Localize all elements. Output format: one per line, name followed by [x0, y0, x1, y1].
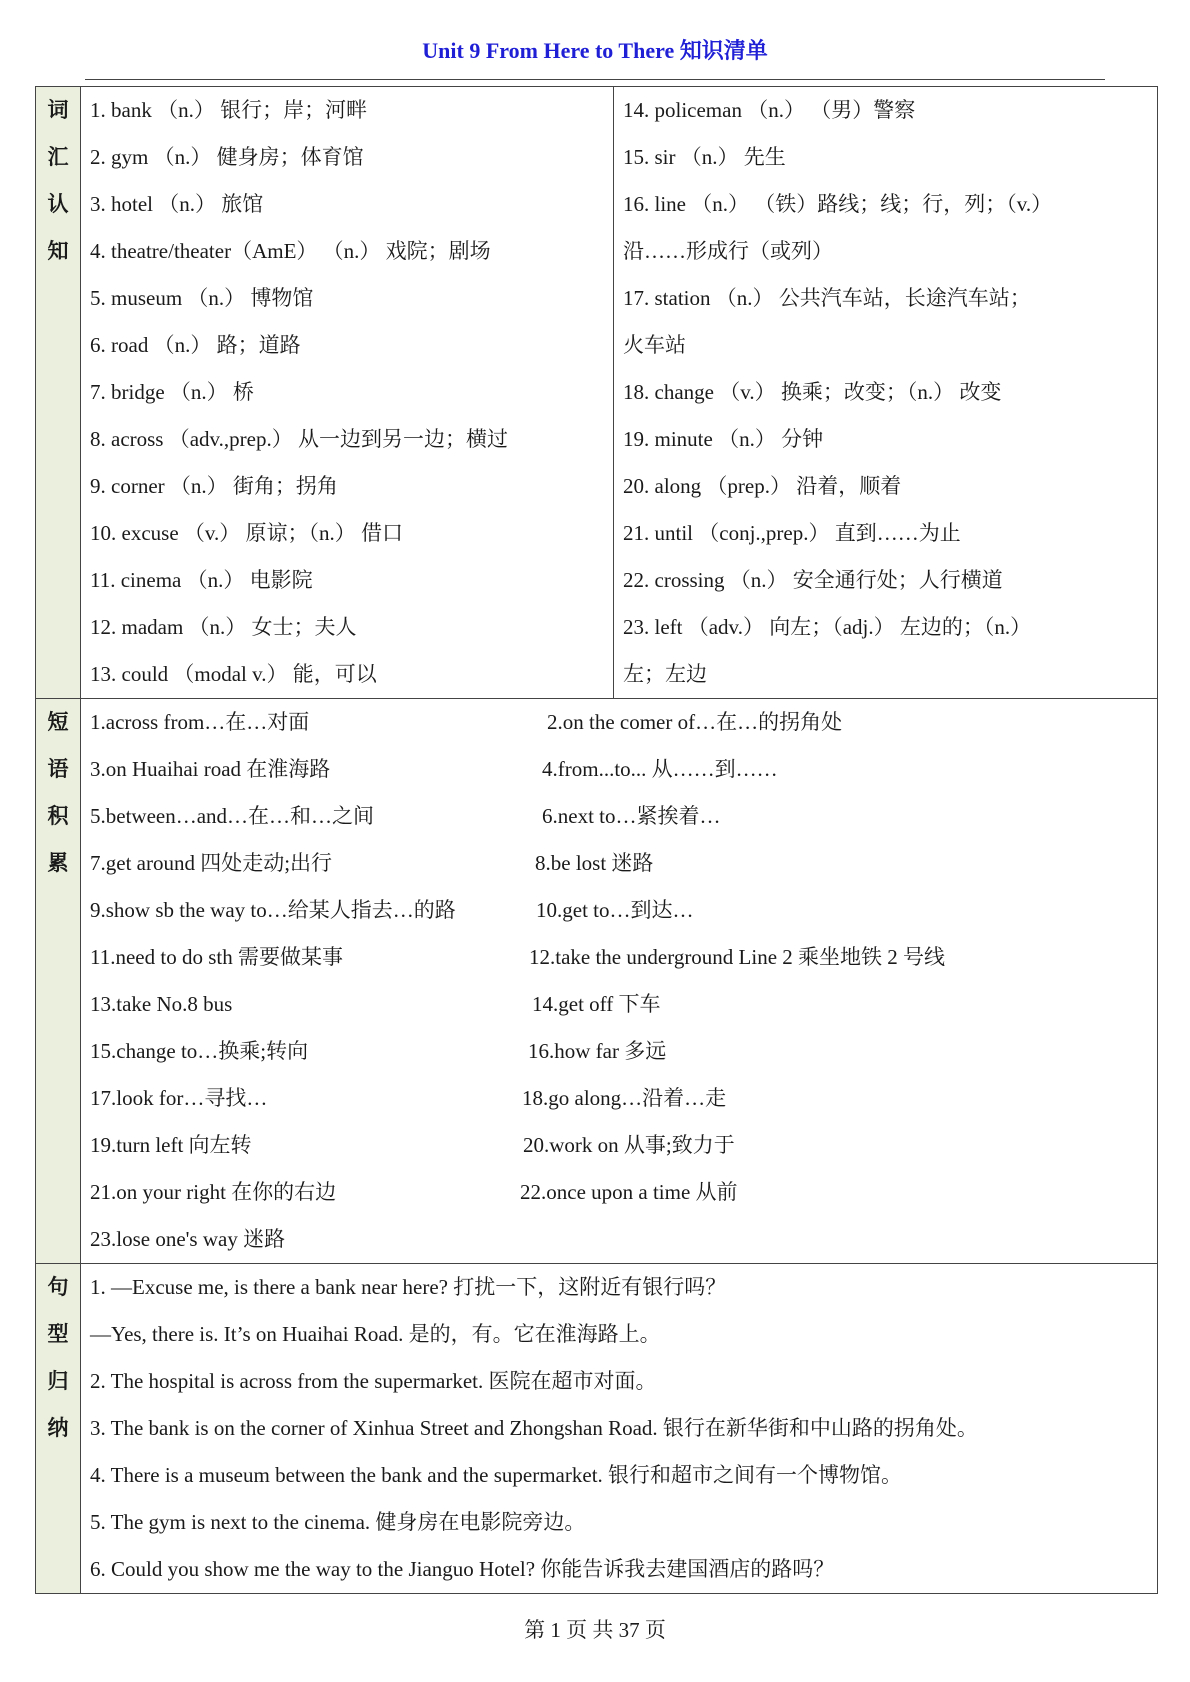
phrases-section: [36, 699, 1158, 1264]
page-title: Unit 9 From Here to There 知识清单: [422, 38, 768, 63]
phrase-row: [81, 699, 1157, 746]
sentences-content: [81, 1264, 1158, 1594]
vocab-item: 11. cinema （n.） 电影院: [90, 568, 313, 592]
phrase-item: 16.how far 多远: [528, 1039, 667, 1063]
phrase-item: 22.once upon a time 从前: [520, 1180, 738, 1204]
vocab-item: 6. road （n.） 路；道路: [90, 333, 301, 357]
vocab-item: 9. corner （n.） 街角；拐角: [90, 474, 338, 498]
phrase-row: [81, 1122, 1157, 1169]
phrase-item: 10.get to…到达…: [536, 898, 694, 922]
phrases-content: [81, 699, 1158, 1264]
vocab-item: 10. excuse （v.） 原谅；（n.） 借口: [90, 521, 404, 545]
phrase-item: 7.get around 四处走动;出行: [90, 851, 333, 875]
vocab-left-column: [81, 87, 614, 699]
vocab-item: 5. museum （n.） 博物馆: [90, 286, 314, 310]
phrase-item: 6.next to…紧挨着…: [542, 804, 721, 828]
knowledge-table: [35, 86, 1158, 1594]
vocab-item: 15. sir （n.） 先生: [623, 145, 786, 169]
phrase-item: 18.go along…沿着…走: [522, 1086, 727, 1110]
phrase-row: [81, 840, 1157, 887]
sentence-line: 1. —Excuse me, is there a bank near here? 打扰一下，这附近有银行吗？: [90, 1275, 727, 1299]
vocab-right-column: [614, 87, 1158, 699]
phrase-row: [81, 746, 1157, 793]
sentence-line: 5. The gym is next to the cinema. 健身房在电影院旁边。: [90, 1510, 586, 1534]
vocab-item: 8. across （adv.,prep.） 从一边到另一边；横过: [90, 427, 508, 451]
phrases-label: 短 语 积 累: [36, 699, 81, 1264]
phrase-row: [81, 1028, 1157, 1075]
phrase-item: 14.get off 下车: [532, 992, 661, 1016]
vocab-item: 7. bridge （n.） 桥: [90, 380, 254, 404]
phrase-item: 15.change to…换乘;转向: [90, 1039, 309, 1063]
phrase-item: 17.look for…寻找…: [90, 1086, 268, 1110]
vocab-item: 16. line （n.） （铁）路线；线；行，列；（v.）: [623, 192, 1053, 216]
vocab-item: 12. madam （n.） 女士；夫人: [90, 615, 357, 639]
vocab-item: 19. minute （n.） 分钟: [623, 427, 824, 451]
phrase-item: 8.be lost 迷路: [535, 851, 654, 875]
sentences-label: 句 型 归 纳: [36, 1264, 81, 1594]
phrase-item: 11.need to do sth 需要做某事: [90, 945, 343, 969]
sentence-line: 3. The bank is on the corner of Xinhua Street and Zhongshan Road. 银行在新华街和中山路的拐角处。: [90, 1416, 978, 1440]
phrase-item: 13.take No.8 bus: [90, 992, 233, 1016]
phrase-item: 9.show sb the way to…给某人指去…的路: [90, 898, 456, 922]
phrase-row: [81, 793, 1157, 840]
vocab-item: 1. bank （n.） 银行；岸；河畔: [90, 98, 368, 122]
phrase-item: 4.from...to... 从……到……: [542, 757, 778, 781]
phrase-item: 12.take the underground Line 2 乘坐地铁 2 号线: [529, 945, 946, 969]
phrase-row: [81, 1169, 1157, 1216]
phrase-item: 23.lose one's way 迷路: [90, 1227, 286, 1251]
phrase-item: 2.on the comer of…在…的拐角处: [547, 710, 843, 734]
sentence-line: 2. The hospital is across from the supermarket. 医院在超市对面。: [90, 1369, 657, 1393]
sentences-section: [36, 1264, 1158, 1594]
phrase-row: [81, 887, 1157, 934]
vocab-section: [36, 87, 1158, 699]
phrase-row: [81, 934, 1157, 981]
phrase-item: 1.across from…在…对面: [90, 710, 310, 734]
phrase-row: [81, 1216, 1157, 1263]
vocab-item: 23. left （adv.） 向左；（adj.） 左边的；（n.）: [623, 615, 1032, 639]
title-underline: [85, 79, 1105, 80]
vocab-item: 4. theatre/theater（AmE） （n.） 戏院；剧场: [90, 239, 491, 263]
sentence-line: 6. Could you show me the way to the Jianguo Hotel? 你能告诉我去建国酒店的路吗？: [90, 1557, 835, 1581]
vocab-label: 词 汇 认 知: [36, 87, 81, 699]
vocab-item: 2. gym （n.） 健身房；体育馆: [90, 145, 364, 169]
page-number: 第 1 页 共 37 页: [524, 1618, 666, 1642]
phrase-row: [81, 981, 1157, 1028]
sentence-line: 4. There is a museum between the bank and the supermarket. 银行和超市之间有一个博物馆。: [90, 1463, 903, 1487]
vocab-item: 20. along （prep.） 沿着，顺着: [623, 474, 902, 498]
phrase-row: [81, 1075, 1157, 1122]
phrase-item: 20.work on 从事;致力于: [523, 1133, 735, 1157]
vocab-item: 17. station （n.） 公共汽车站，长途汽车站；: [623, 286, 1031, 310]
phrase-item: 21.on your right 在你的右边: [90, 1180, 337, 1204]
vocab-item: 13. could （modal v.） 能，可以: [90, 662, 377, 686]
phrase-item: 3.on Huaihai road 在淮海路: [90, 757, 331, 781]
vocab-item: 18. change （v.） 换乘；改变；（n.） 改变: [623, 380, 1002, 404]
vocab-item: 火车站: [623, 333, 686, 357]
vocab-item: 3. hotel （n.） 旅馆: [90, 192, 264, 216]
phrase-item: 5.between…and…在…和…之间: [90, 804, 375, 828]
phrase-item: 19.turn left 向左转: [90, 1133, 252, 1157]
vocab-item: 22. crossing （n.） 安全通行处；人行横道: [623, 568, 1003, 592]
sentence-line: —Yes, there is. It’s on Huaihai Road. 是的，有。它在淮海路上。: [90, 1322, 661, 1346]
vocab-item: 14. policeman （n.） （男）警察: [623, 98, 916, 122]
vocab-item: 左；左边: [623, 662, 707, 686]
vocab-item: 21. until （conj.,prep.） 直到……为止: [623, 521, 961, 545]
vocab-item: 沿……形成行（或列）: [623, 239, 833, 263]
